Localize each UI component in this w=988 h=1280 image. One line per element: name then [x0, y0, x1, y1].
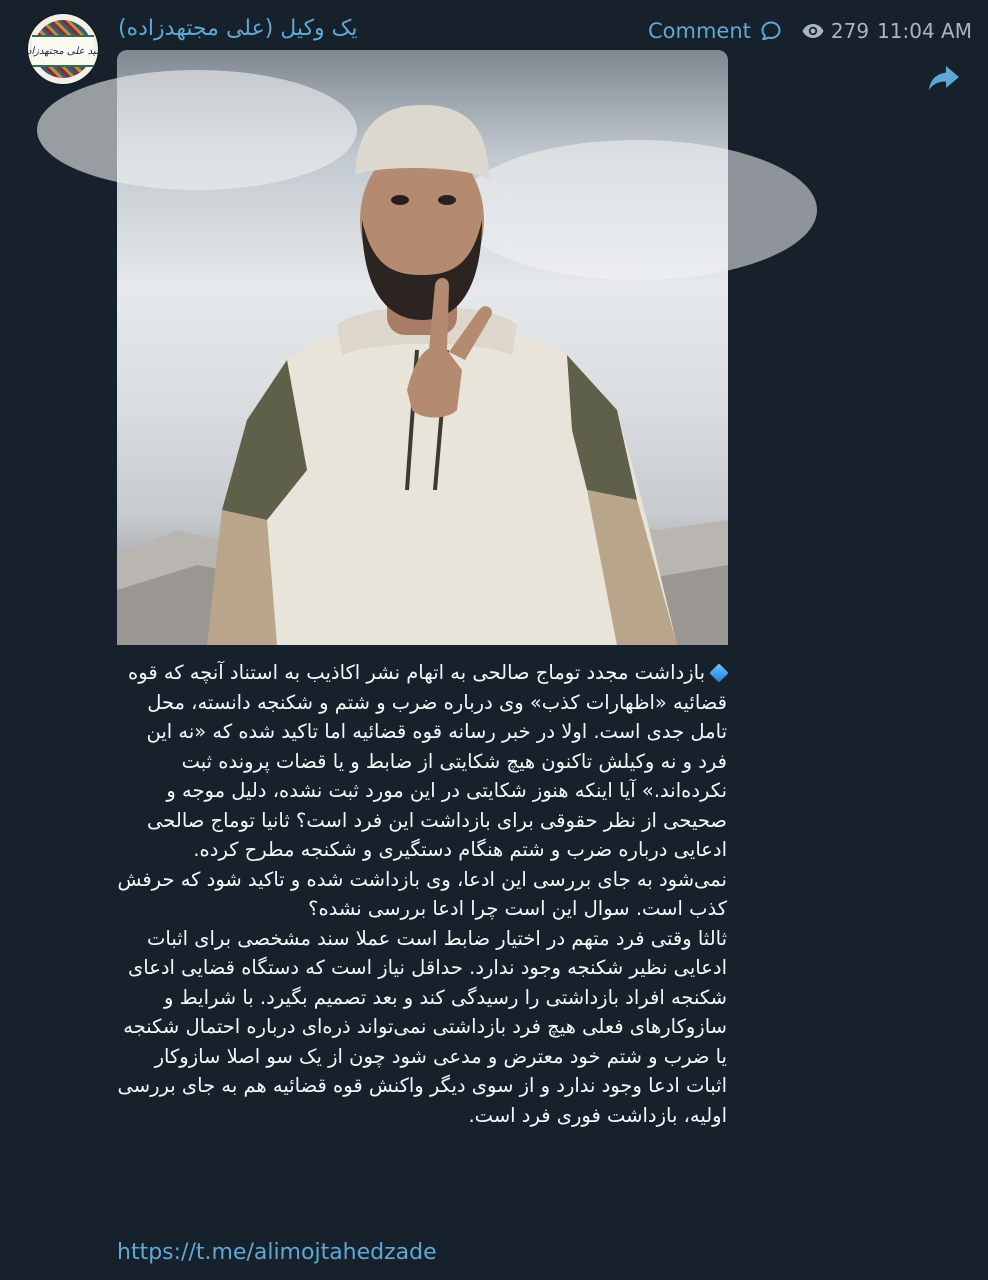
blue-diamond-icon — [709, 663, 728, 682]
channel-name[interactable]: یک وکیل (علی مجتهدزاده) — [118, 16, 358, 41]
post-text — [117, 658, 727, 1130]
views-count: 279 — [830, 19, 870, 43]
post-photo[interactable] — [117, 50, 728, 645]
comment-label: Comment — [647, 19, 751, 43]
photo-illustration — [117, 50, 728, 645]
avatar-signature: سید علی مجتهدزاده — [21, 45, 105, 57]
avatar-plate — [21, 35, 105, 67]
message-time: 11:04 AM — [877, 19, 972, 43]
message-meta — [648, 16, 972, 46]
forward-arrow-icon — [926, 60, 962, 96]
eye-icon — [801, 22, 825, 40]
post-body: بازداشت مجدد توماج صالحی به اتهام نشر اکاذیب به استناد آنچه که قوه قضائیه «اظهارات کذب» وی درباره ضرب و شتم و شکنجه دانسته، محل تامل جدی است. اولا در خبر رسانه قوه قضائیه اما تاکید شده که «نه این فرد و نه وکیلش تاکنون هیچ شکایتی از ضابط و یا قضات پرونده ثبت نکرده‌اند.» آیا اینکه هنوز شکایتی در این مورد ثبت نشده، دلیل موجه و صحیحی از نظر حقوقی برای بازداشت این فرد است؟ ثانیا توماج صالحی ادعایی درباره ضرب و شتم هنگام دستگیری و شکنجه مطرح کرده. نمی‌شود به جای بررسی این ادعا، وی بازداشت شده و تاکید شود که حرفش کذب است. سوال این است چرا ادعا بررسی نشده؟ ثالثا وقتی فرد متهم در اختیار ضابط است عملا سند مشخصی برای اثبات ادعایی نظیر شکنجه وجود ندارد. حداقل نیاز است که دستگاه قضایی ادعای شکنجه افراد بازداشتی را رسیدگی کند و بعد تصمیم بگیرد. با شرایط و سازوکارهای فعلی هیچ فرد بازداشتی نمی‌تواند ذره‌ای درباره احتمال شکنجه یا ضرب و شتم خود معترض و مدعی شود چون از یک سو اصلا سازوکار اثبات ادعا وجود ندارد و از سوی دیگر واکنش قوه قضائیه هم به جای بررسی اولیه، بازداشت فوری فرد است. — [117, 661, 727, 1127]
channel-link[interactable]: https://t.me/alimojtahedzade — [117, 1240, 437, 1265]
comment-bubble-icon — [759, 19, 783, 43]
channel-avatar[interactable] — [21, 14, 105, 84]
comment-button[interactable] — [648, 19, 783, 43]
forward-button[interactable] — [926, 60, 962, 96]
views-counter — [801, 19, 869, 43]
